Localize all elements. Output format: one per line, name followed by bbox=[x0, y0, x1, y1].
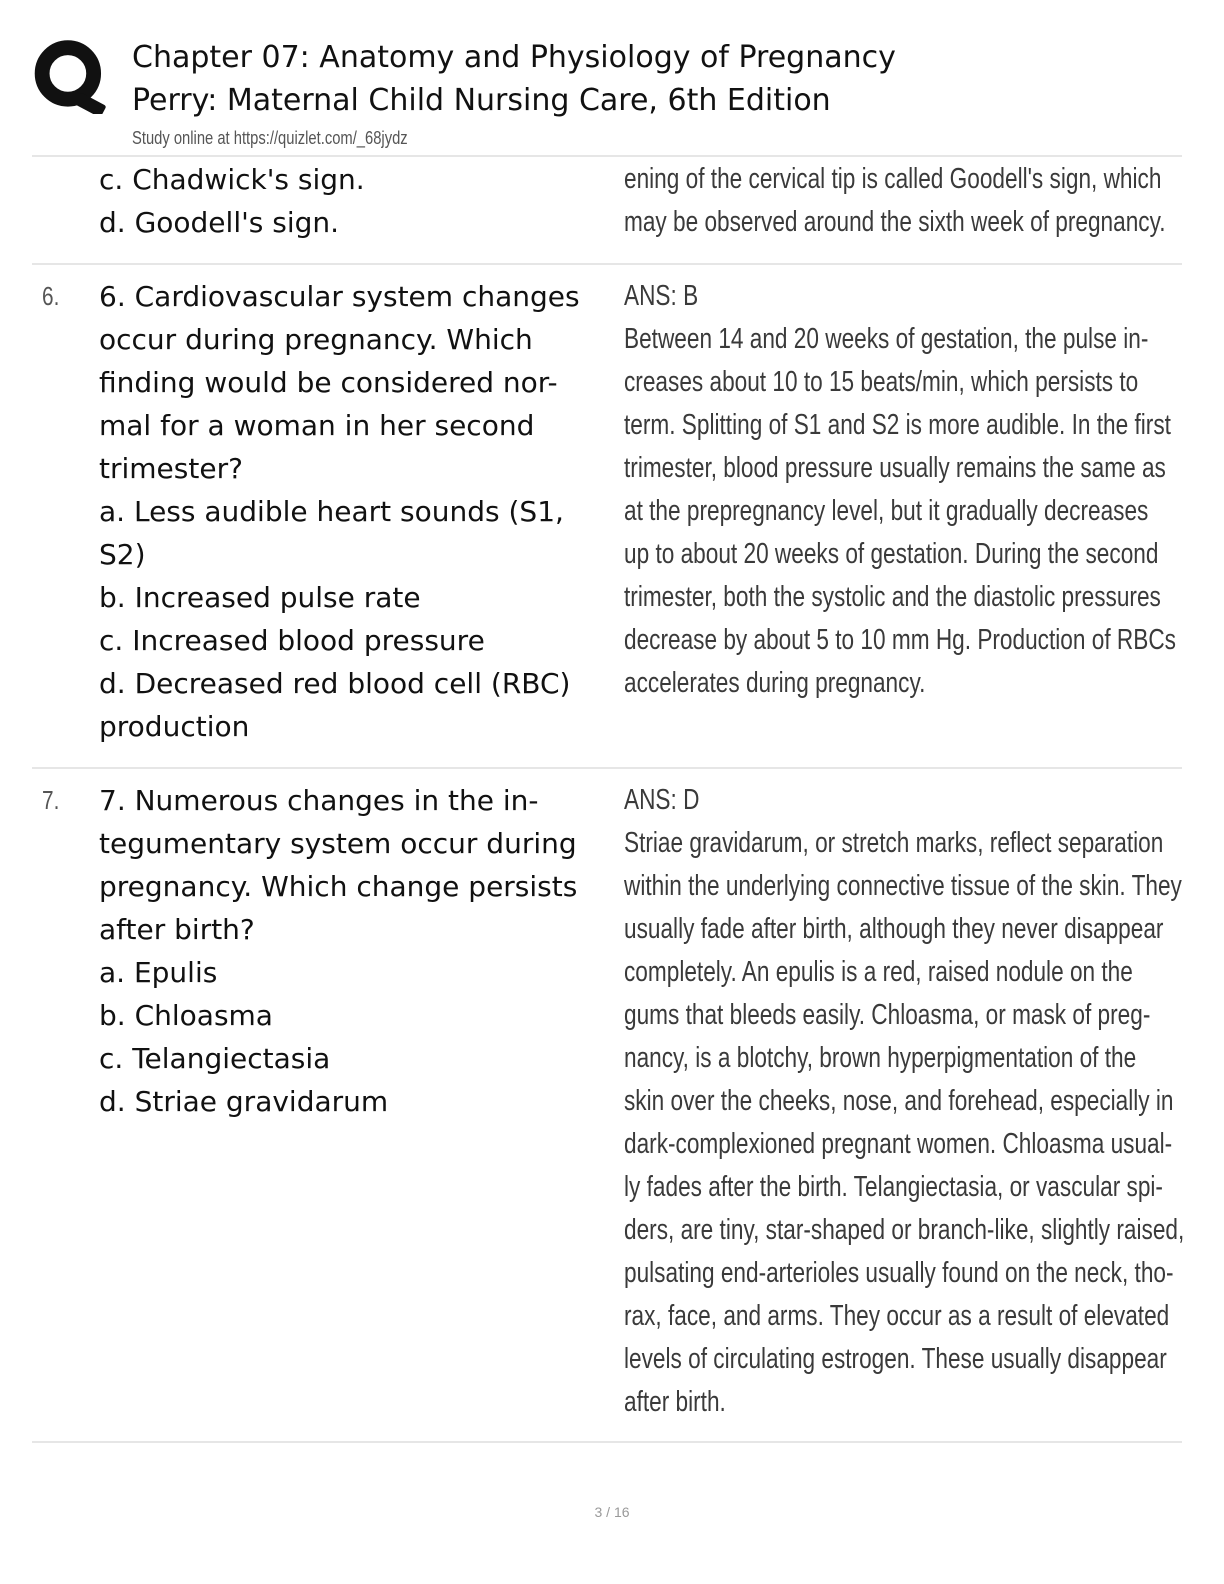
divider bbox=[32, 1441, 1182, 1443]
question-line: finding would be considered nor- bbox=[99, 366, 558, 399]
answer-line: within the underlying connective tissue of the skin. They bbox=[624, 870, 1182, 902]
answer-line: may be observed around the sixth week of pregnancy. bbox=[624, 206, 1166, 238]
question-text bbox=[99, 275, 609, 748]
answer-line: ening of the cervical tip is called Goodell's sign, which bbox=[624, 163, 1162, 195]
answer-line: pulsating end-arterioles usually found on the neck, tho- bbox=[624, 1257, 1174, 1289]
option-line: d. Decreased red blood cell (RBC) bbox=[99, 667, 571, 700]
question-line: d. Goodell's sign. bbox=[99, 206, 340, 239]
answer-text bbox=[624, 275, 1176, 705]
option-line: S2) bbox=[99, 538, 146, 571]
option-line: production bbox=[99, 710, 250, 743]
question-line: after birth? bbox=[99, 913, 255, 946]
answer-line: skin over the cheeks, nose, and forehead, especially in bbox=[624, 1085, 1174, 1117]
question-text bbox=[99, 158, 609, 244]
option-line: c. Increased blood pressure bbox=[99, 624, 485, 657]
title-block bbox=[132, 36, 896, 149]
answer-key: ANS: D bbox=[624, 784, 700, 816]
question-line: mal for a woman in her second bbox=[99, 409, 535, 442]
answer-line: gums that bleeds easily. Chloasma, or mask of preg- bbox=[624, 999, 1151, 1031]
item-number: 7. bbox=[42, 785, 60, 815]
question-line: 6. Cardiovascular system changes bbox=[99, 280, 580, 313]
option-line: b. Increased pulse rate bbox=[99, 581, 421, 614]
book-title: Perry: Maternal Child Nursing Care, 6th Edition bbox=[132, 83, 831, 118]
answer-line: decrease by about 5 to 10 mm Hg. Production of RBCs bbox=[624, 624, 1176, 656]
option-line: c. Telangiectasia bbox=[99, 1042, 331, 1075]
answer-line: dark-complexioned pregnant women. Chloasma usual- bbox=[624, 1128, 1173, 1160]
answer-key: ANS: B bbox=[624, 280, 699, 312]
question-line: pregnancy. Which change persists bbox=[99, 870, 578, 903]
answer-line: accelerates during pregnancy. bbox=[624, 667, 926, 699]
answer-line: trimester, both the systolic and the diastolic pressures bbox=[624, 581, 1161, 613]
question-text bbox=[99, 779, 609, 1123]
question-line: 7. Numerous changes in the in- bbox=[99, 784, 539, 817]
answer-line: completely. An epulis is a red, raised nodule on the bbox=[624, 956, 1133, 988]
answer-line: rax, face, and arms. They occur as a result of elevated bbox=[624, 1300, 1170, 1332]
question-line: tegumentary system occur during bbox=[99, 827, 577, 860]
page-header bbox=[32, 30, 1192, 155]
chapter-title: Chapter 07: Anatomy and Physiology of Pregnancy bbox=[132, 40, 896, 75]
answer-line: after birth. bbox=[624, 1386, 726, 1418]
answer-line: ly fades after the birth. Telangiectasia, or vascular spi- bbox=[624, 1171, 1163, 1203]
answer-line: term. Splitting of S1 and S2 is more audible. In the first bbox=[624, 409, 1171, 441]
question-line: occur during pregnancy. Which bbox=[99, 323, 533, 356]
option-line: a. Epulis bbox=[99, 956, 218, 989]
answer-line: trimester, blood pressure usually remains the same as bbox=[624, 452, 1166, 484]
answer-text bbox=[624, 779, 1185, 1424]
page-number: 3 / 16 bbox=[594, 1504, 630, 1520]
study-online-link[interactable]: Study online at https://quizlet.com/_68jydz bbox=[132, 128, 408, 148]
option-line: b. Chloasma bbox=[99, 999, 273, 1032]
question-line: c. Chadwick's sign. bbox=[99, 163, 365, 196]
divider bbox=[32, 155, 1182, 157]
answer-line: creases about 10 to 15 beats/min, which persists to bbox=[624, 366, 1139, 398]
answer-line: nancy, is a blotchy, brown hyperpigmentation of the bbox=[624, 1042, 1137, 1074]
answer-line: Between 14 and 20 weeks of gestation, the pulse in- bbox=[624, 323, 1149, 355]
answer-line: ders, are tiny, star-shaped or branch-like, slightly raised, bbox=[624, 1214, 1185, 1246]
item-number: 6. bbox=[42, 281, 60, 311]
answer-line: up to about 20 weeks of gestation. During the second bbox=[624, 538, 1159, 570]
divider bbox=[32, 767, 1182, 769]
answer-line: levels of circulating estrogen. These usually disappear bbox=[624, 1343, 1167, 1375]
answer-line: Striae gravidarum, or stretch marks, reflect separation bbox=[624, 827, 1164, 859]
option-line: d. Striae gravidarum bbox=[99, 1085, 389, 1118]
answer-line: usually fade after birth, although they never disappear bbox=[624, 913, 1164, 945]
option-line: a. Less audible heart sounds (S1, bbox=[99, 495, 564, 528]
quizlet-logo-icon bbox=[32, 36, 110, 114]
divider bbox=[32, 263, 1182, 265]
answer-text bbox=[624, 158, 1166, 244]
question-line: trimester? bbox=[99, 452, 243, 485]
answer-line: at the prepregnancy level, but it gradually decreases bbox=[624, 495, 1149, 527]
